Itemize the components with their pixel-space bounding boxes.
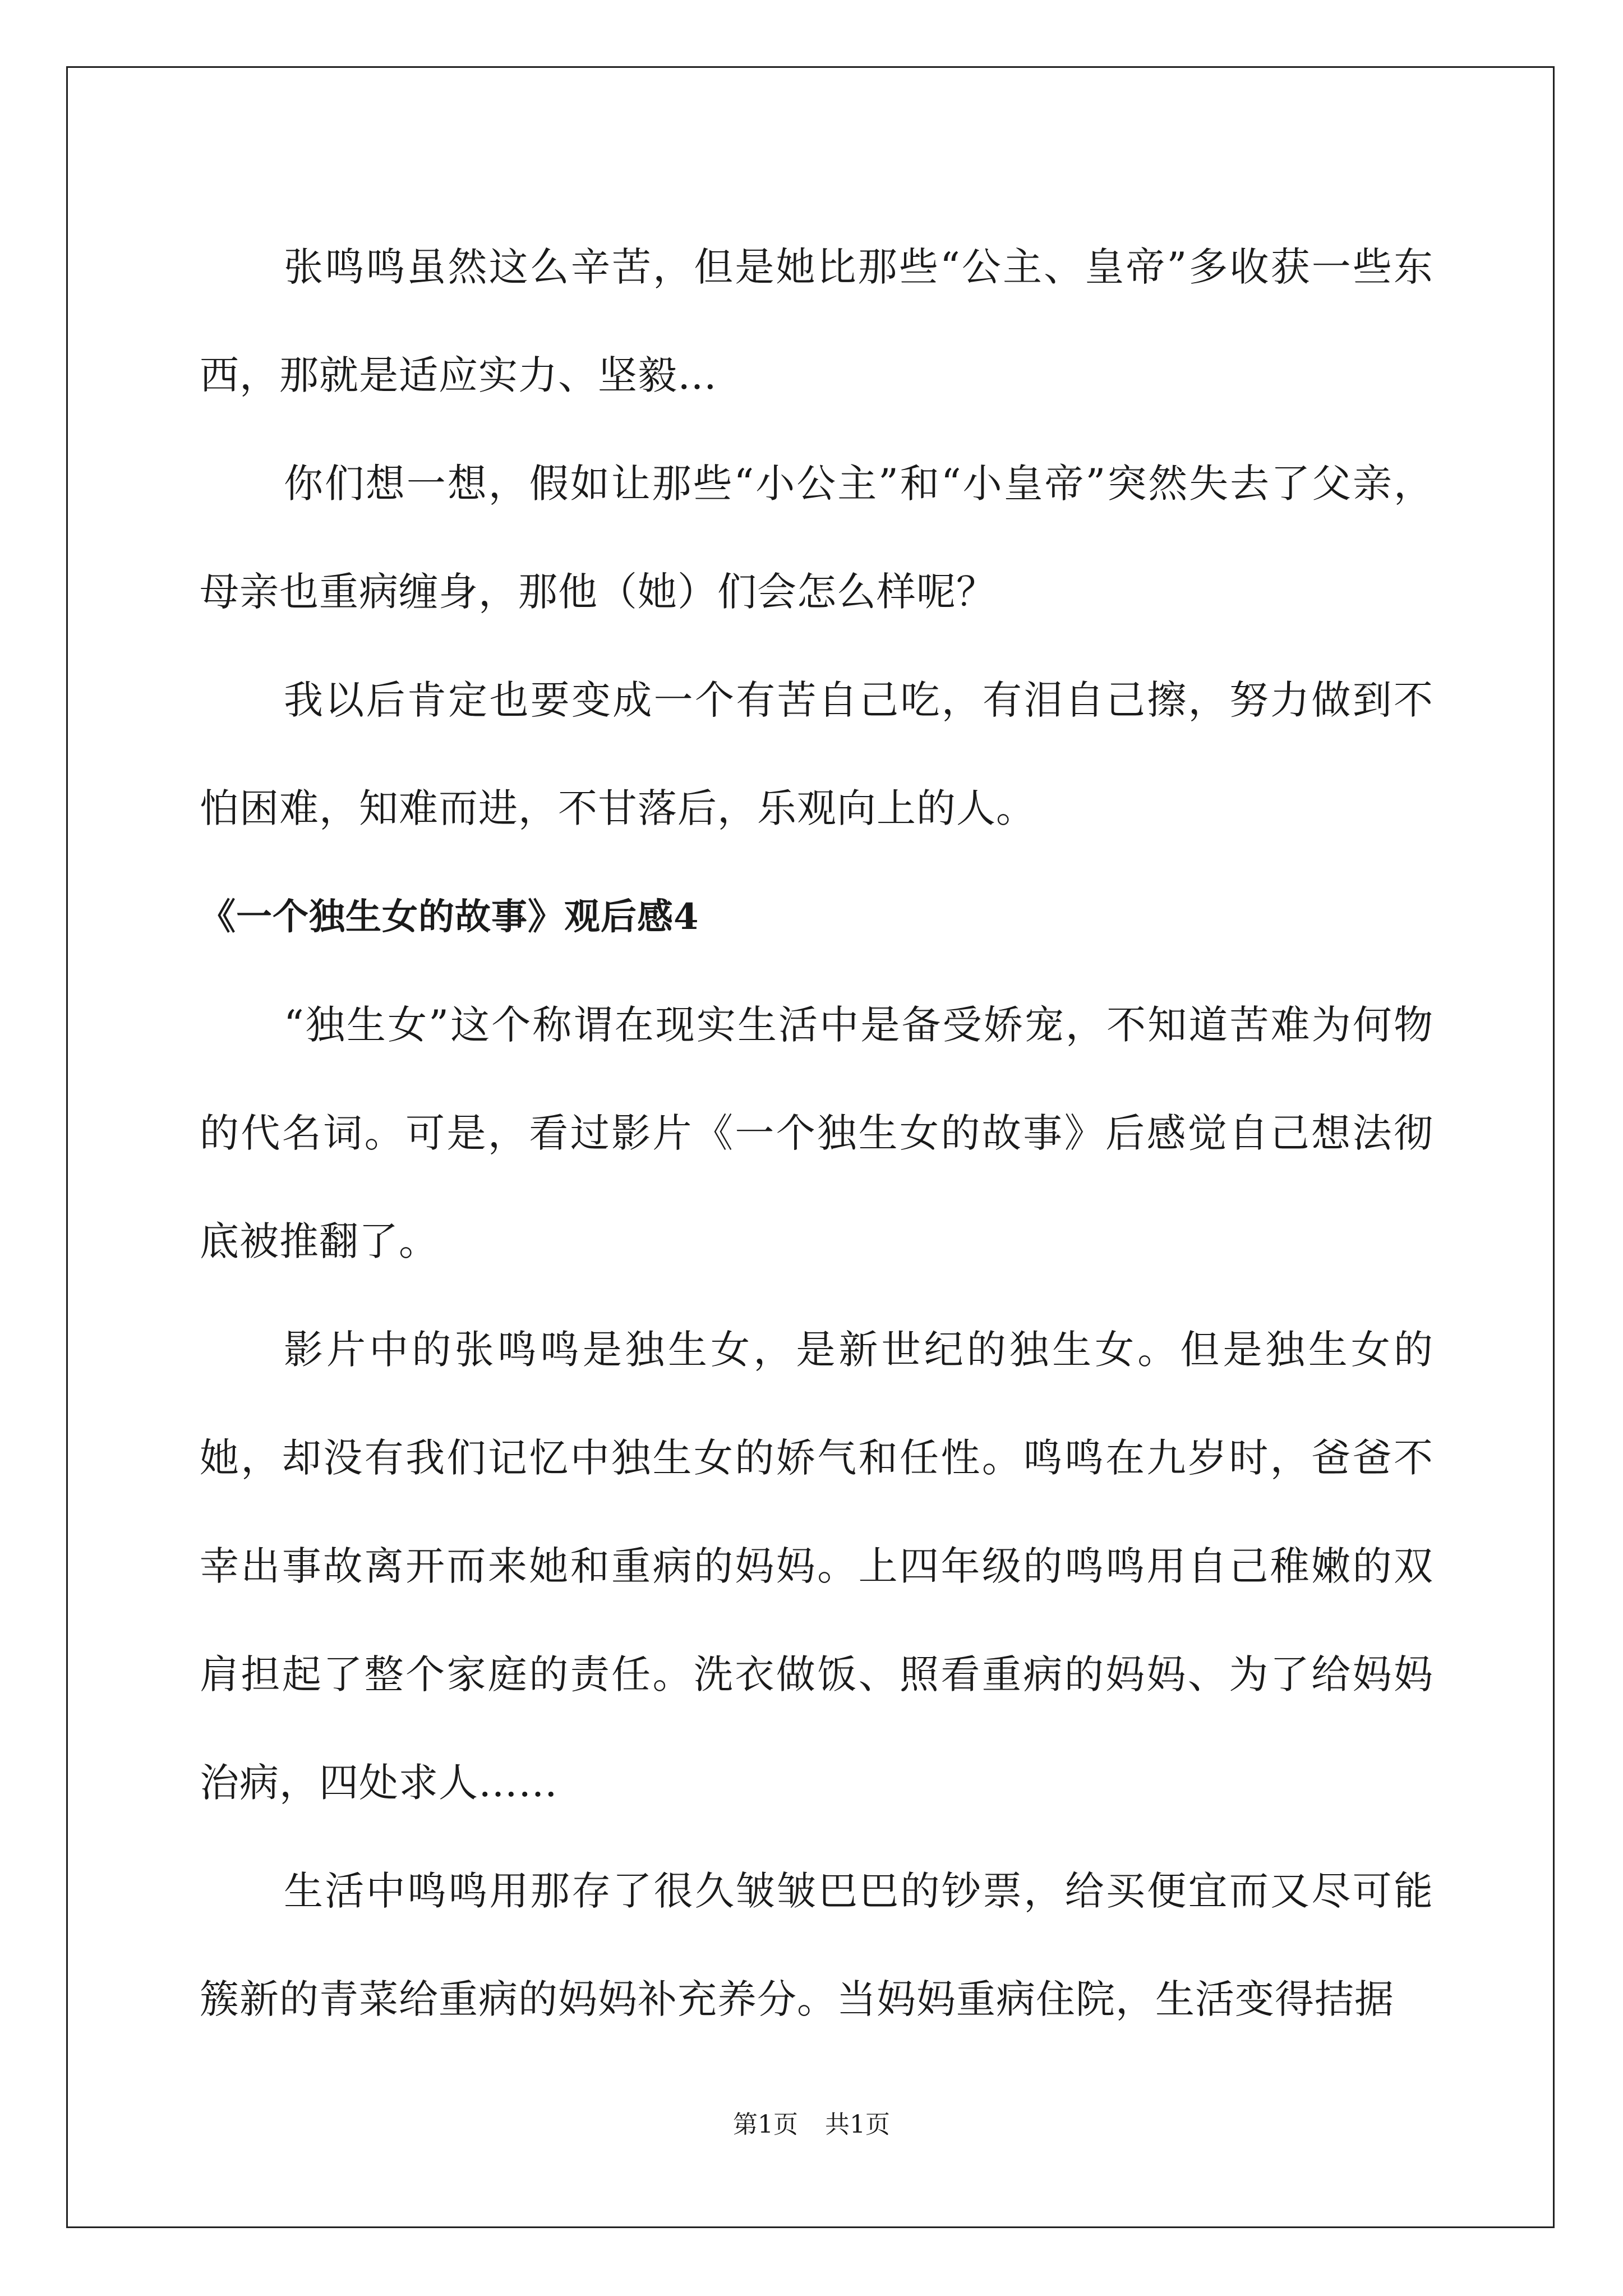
paragraph-3: 我以后肯定也要变成一个有苦自己吃，有泪自己擦，努力做到不怕困难，知难而进，不甘落后，乐观向上的人。 (200, 677, 1433, 831)
page-footer (0, 2108, 1623, 2142)
page-number: 第1页 (733, 2110, 798, 2139)
paragraph-1: 张鸣鸣虽然这么辛苦，但是她比那些“公主、皇帝”多收获一些东西，那就是适应实力、坚毅… (200, 244, 1433, 398)
document-body (200, 213, 1433, 2054)
section-paragraph-1: “独生女”这个称谓在现实生活中是备受娇宠，不知道苦难为何物的代名词。可是，看过影片《一个独生女的故事》后感觉自己想法彻底被推翻了。 (200, 1002, 1433, 1264)
section-paragraph-2: 影片中的张鸣鸣是独生女，是新世纪的独生女。但是独生女的她，却没有我们记忆中独生女的娇气和任性。鸣鸣在九岁时，爸爸不幸出事故离开而来她和重病的妈妈。上四年级的鸣鸣用自己稚嫩的双肩担起了整个家庭的责任。洗衣做饭、照看重病的妈妈、为了给妈妈治病，四处求人…… (200, 1327, 1433, 1806)
section-heading: 《一个独生女的故事》观后感4 (200, 896, 699, 938)
section-paragraph-3: 生活中鸣鸣用那存了很久皱皱巴巴的钞票，给买便宜而又尽可能簇新的青菜给重病的妈妈补充养分。当妈妈重病住院，生活变得拮据 (200, 1868, 1433, 2022)
paragraph-2: 你们想一想，假如让那些“小公主”和“小皇帝”突然失去了父亲，母亲也重病缠身，那他（她）们会怎么样呢？ (200, 461, 1433, 615)
page-total: 共1页 (825, 2110, 890, 2139)
